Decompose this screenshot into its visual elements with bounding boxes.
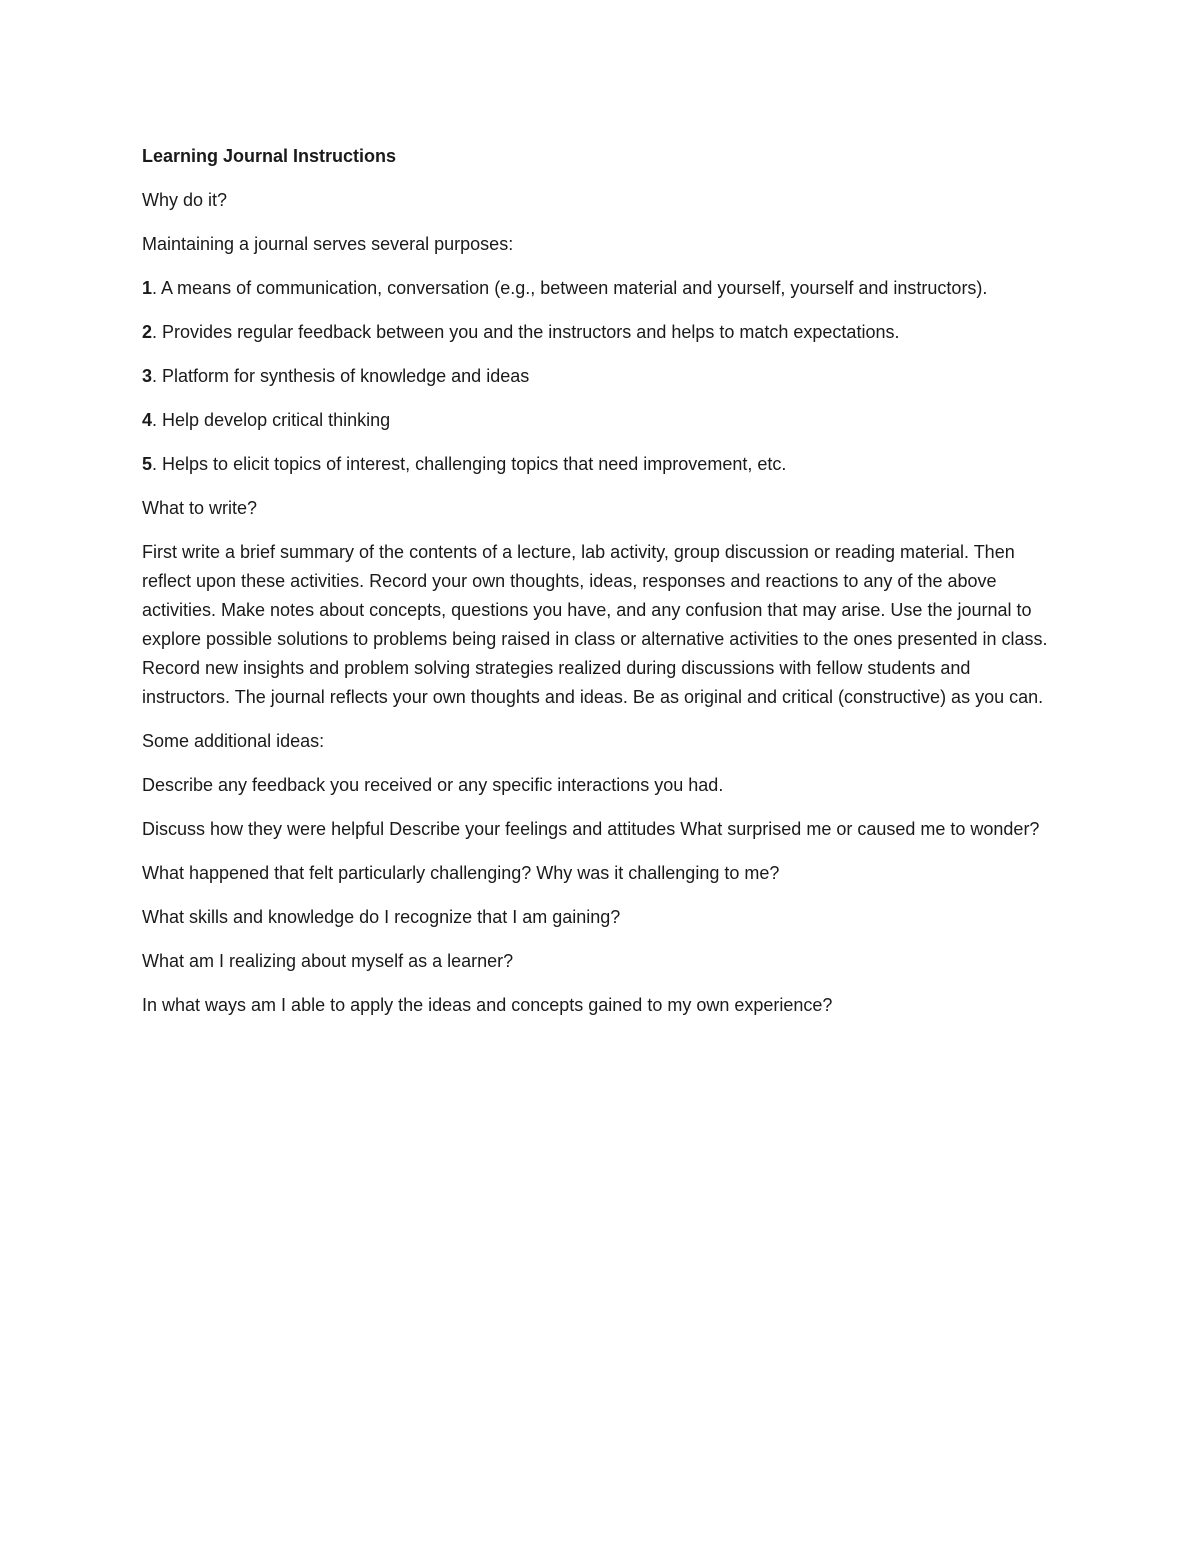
what-heading: What to write? (142, 498, 258, 518)
purpose-number: 3 (142, 366, 153, 386)
purpose-text: Help develop critical thinking (162, 410, 391, 430)
purpose-item-2: 2. Provides regular feedback between you and the instructors and helps to match expectations. (142, 322, 900, 342)
purpose-text: Helps to elicit topics of interest, challenging topics that need improvement, etc. (162, 454, 787, 474)
purpose-number: 4 (142, 410, 153, 430)
what-body-paragraph: First write a brief summary of the contents of a lecture, lab activity, group discussion or reading material. Then reflect upon these activities. Record your own thoughts, ideas, responses and reactions to any of the above activities. Make notes about concepts, questions you have, and any confusion that may arise. Use the journal to explore possible solutions to problems being raised in class or alternative activities to the ones presented in class. Record new insights and problem solving strategies realized during discussions with fellow students and instructors. The journal reflects your own thoughts and ideas. Be as original and critical (constructive) as you can. (142, 542, 1048, 707)
purpose-item-5: 5. Helps to elicit topics of interest, challenging topics that need improvement, etc. (142, 454, 787, 474)
purpose-text: Platform for synthesis of knowledge and ideas (162, 366, 530, 386)
why-heading: Why do it? (142, 190, 228, 210)
idea-item-6: In what ways am I able to apply the ideas and concepts gained to my own experience? (142, 995, 833, 1015)
idea-item-3: What happened that felt particularly challenging? Why was it challenging to me? (142, 863, 780, 883)
purpose-number: 2 (142, 322, 153, 342)
purpose-item-3: 3. Platform for synthesis of knowledge and ideas (142, 366, 530, 386)
document-title: Learning Journal Instructions (142, 146, 397, 166)
purpose-item-4: 4. Help develop critical thinking (142, 410, 391, 430)
purpose-text: A means of communication, conversation (e.g., between material and yourself, yourself and instructors). (161, 278, 988, 298)
purpose-item-1: 1. A means of communication, conversation (e.g., between material and yourself, yourself and instructors). (142, 278, 988, 298)
purpose-number: 5 (142, 454, 153, 474)
idea-item-2: Discuss how they were helpful Describe your feelings and attitudes What surprised me or caused me to wonder? (142, 819, 1040, 839)
document-body (142, 142, 1062, 1035)
idea-item-1: Describe any feedback you received or any specific interactions you had. (142, 775, 724, 795)
additional-heading: Some additional ideas: (142, 731, 325, 751)
idea-item-5: What am I realizing about myself as a learner? (142, 951, 514, 971)
purpose-text: Provides regular feedback between you and the instructors and helps to match expectations. (162, 322, 900, 342)
idea-item-4: What skills and knowledge do I recognize that I am gaining? (142, 907, 621, 927)
purposes-intro: Maintaining a journal serves several purposes: (142, 234, 514, 254)
purpose-number: 1 (142, 278, 153, 298)
